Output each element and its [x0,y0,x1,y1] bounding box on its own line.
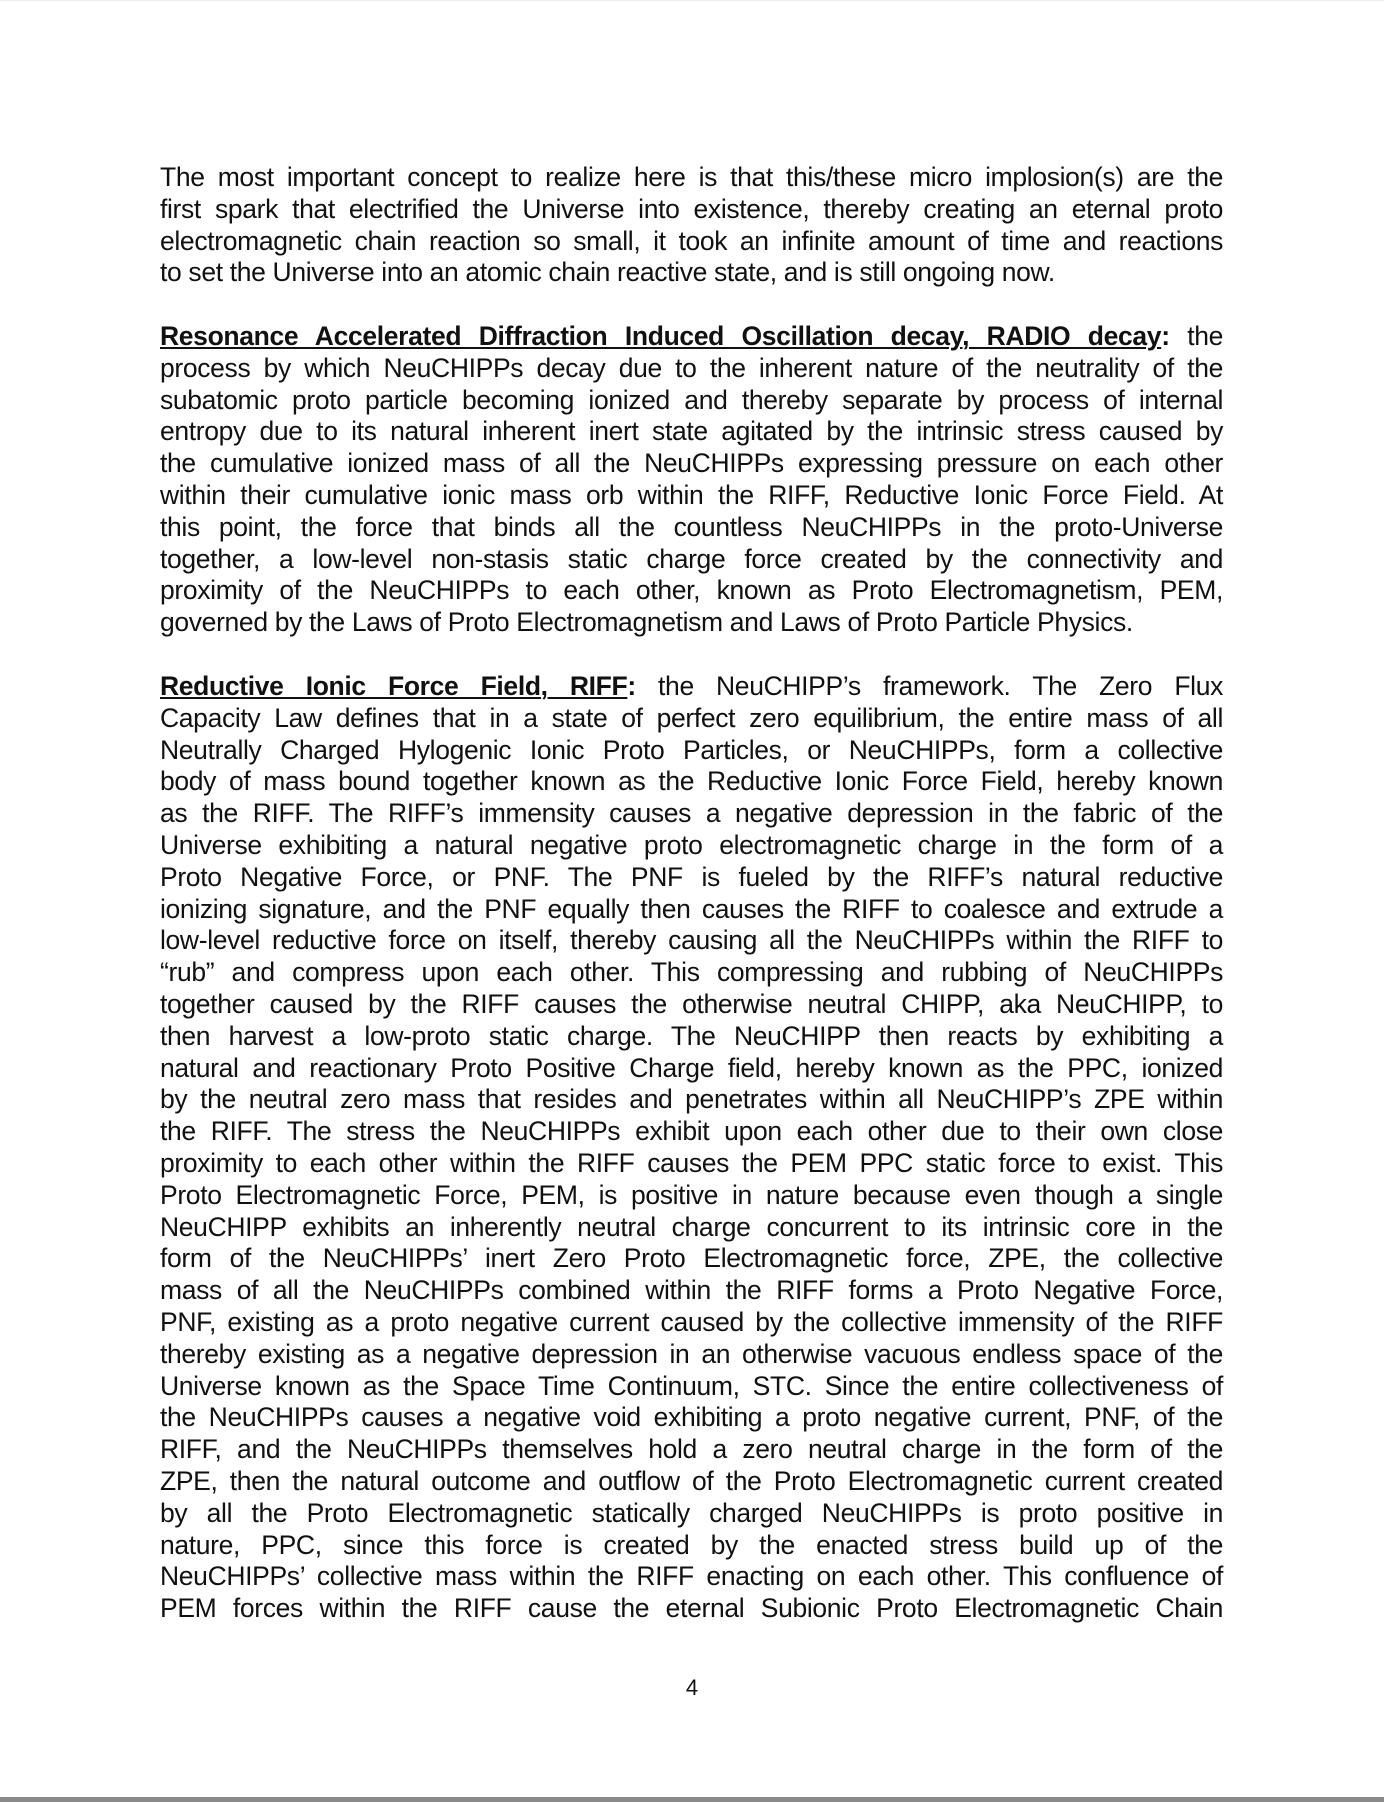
paragraph-riff [160,671,1223,1625]
text-line: within their cumulative ionic mass orb within the RIFF, Reductive Ionic Force Field. At [160,479,1223,510]
text-line: The most important concept to realize here is that this/these micro implosion(s) are the [160,162,1223,192]
text-line: natural and reactionary Proto Positive Charge field, hereby known as the PPC, ionized [160,1052,1223,1083]
text-line: the cumulative ionized mass of all the NeuCHIPPs expressing pressure on each other [160,448,1223,479]
text-line: Universe exhibiting a natural negative proto electromagnetic charge in the form of a [160,829,1223,860]
text-line: ZPE, then the natural outcome and outflow of the Proto Electromagnetic current created [160,1465,1223,1496]
defined-term: Resonance Accelerated Diffraction Induced Oscillation decay, RADIO decay [160,321,1162,351]
text-line: PNF, existing as a proto negative current caused by the collective immensity of the RIFF [160,1306,1223,1337]
text-line: the NeuCHIPPs causes a negative void exhibiting a proto negative current, PNF, of the [160,1402,1223,1433]
text-line: mass of all the NeuCHIPPs combined within the RIFF forms a Proto Negative Force, [160,1275,1223,1306]
text-line: Neutrally Charged Hylogenic Ionic Proto Particles, or NeuCHIPPs, form a collective [160,734,1223,765]
text-line: then harvest a low-proto static charge. The NeuCHIPP then reacts by exhibiting a [160,1020,1223,1051]
text-line: thereby existing as a negative depression in an otherwise vacuous endless space of the [160,1338,1223,1369]
text-line: PEM forces within the RIFF cause the eternal Subionic Proto Electromagnetic Chain [160,1593,1223,1624]
text-fragment: the [1169,321,1223,351]
text-fragment: the NeuCHIPP’s framework. The Zero Flux [635,671,1223,701]
text-line: RIFF, and the NeuCHIPPs themselves hold a zero neutral charge in the form of the [160,1434,1223,1465]
text-line: form of the NeuCHIPPs’ inert Zero Proto Electromagnetic force, ZPE, the collective [160,1243,1223,1274]
text-line: NeuCHIPP exhibits an inherently neutral charge concurrent to its intrinsic core in the [160,1211,1223,1242]
page-number: 4 [685,1675,699,1700]
text-line: as the RIFF. The RIFF’s immensity causes a negative depression in the fabric of the [160,798,1223,829]
text-line: body of mass bound together known as the Reductive Ionic Force Field, hereby known [160,766,1223,797]
text-line: to set the Universe into an atomic chain reactive state, and is still ongoing now. [160,257,1055,288]
text-line: proximity of the NeuCHIPPs to each other, known as Proto Electromagnetism, PEM, [160,575,1223,606]
term-colon: : [627,671,636,701]
text-line: together caused by the RIFF causes the otherwise neutral CHIPP, aka NeuCHIPP, to [160,988,1223,1019]
paragraph-radio-decay [160,321,1223,639]
text-line: electromagnetic chain reaction so small, it took an infinite amount of time and reactions [160,225,1223,256]
text-line: process by which NeuCHIPPs decay due to the inherent nature of the neutrality of the [160,352,1223,383]
text-line: Universe known as the Space Time Continuum, STC. Since the entire collectiveness of [160,1370,1223,1401]
text-line: together, a low-level non-stasis static charge force created by the connectivity and [160,543,1223,574]
definition-first-line [160,321,1223,353]
term-colon: : [1161,321,1170,351]
text-line: this point, the force that binds all the countless NeuCHIPPs in the proto-Universe [160,511,1223,542]
viewer-bottom-edge [0,1797,1384,1802]
text-line: proximity to each other within the RIFF causes the PEM PPC static force to exist. This [160,1147,1223,1178]
text-line: Proto Negative Force, or PNF. The PNF is fueled by the RIFF’s natural reductive [160,861,1223,892]
text-line: “rub” and compress upon each other. This compressing and rubbing of NeuCHIPPs [160,957,1223,988]
definition-first-line [160,671,1223,703]
text-line: the RIFF. The stress the NeuCHIPPs exhibit upon each other due to their own close [160,1116,1223,1147]
text-line: governed by the Laws of Proto Electromagnetism and Laws of Proto Particle Physics. [160,607,1133,638]
text-line: nature, PPC, since this force is created by the enacted stress build up of the [160,1529,1223,1560]
text-line: by the neutral zero mass that resides and penetrates within all NeuCHIPP’s ZPE within [160,1084,1223,1115]
text-line: low-level reductive force on itself, thereby causing all the NeuCHIPPs within the RIFF to [160,925,1223,956]
text-line: by all the Proto Electromagnetic statically charged NeuCHIPPs is proto positive in [160,1497,1223,1528]
text-line: subatomic proto particle becoming ionized and thereby separate by process of internal [160,384,1223,415]
text-line: Capacity Law defines that in a state of perfect zero equilibrium, the entire mass of all [160,702,1223,733]
text-line: first spark that electrified the Universe into existence, thereby creating an eternal proto [160,193,1223,224]
text-line: NeuCHIPPs’ collective mass within the RIFF enacting on each other. This confluence of [160,1561,1223,1592]
text-line: Proto Electromagnetic Force, PEM, is positive in nature because even though a single [160,1179,1223,1210]
paragraph-implosion-concept [160,162,1223,289]
text-line: entropy due to its natural inherent inert state agitated by the intrinsic stress caused by [160,416,1223,447]
defined-term: Reductive Ionic Force Field, RIFF [160,671,628,701]
text-line: ionizing signature, and the PNF equally then causes the RIFF to coalesce and extrude a [160,893,1223,924]
